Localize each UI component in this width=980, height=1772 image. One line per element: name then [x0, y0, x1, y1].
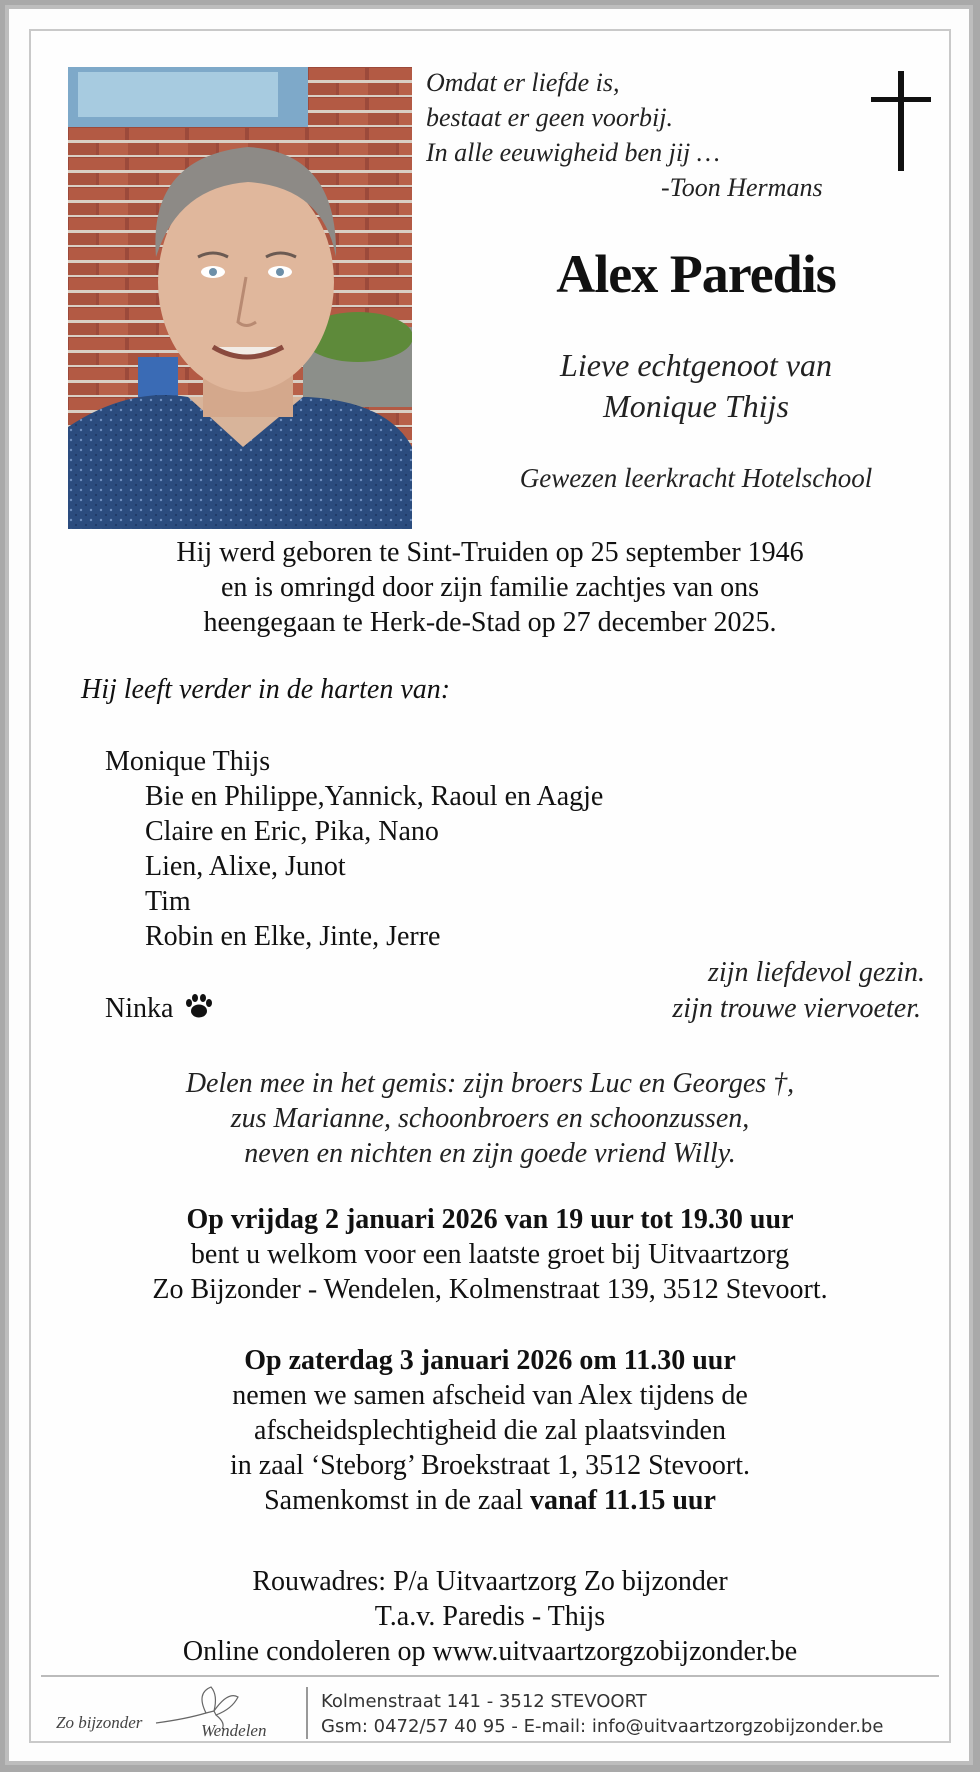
text-line: bent u welkom voor een laatste groet bij Uitvaartzorg — [190, 1239, 790, 1270]
footer-contact — [321, 1689, 883, 1739]
memorial-quote — [426, 65, 823, 205]
footer-divider — [41, 1675, 939, 1677]
gathering-time: vanaf 11.15 uur — [530, 1485, 716, 1516]
text-line: Rouwadres: P/a Uitvaartzorg Zo bijzonder — [252, 1566, 728, 1597]
text-line: Delen mee in het gemis: zijn broers Luc en Georges †, — [185, 1068, 795, 1099]
family-caption: zijn liefdevol gezin. — [708, 957, 925, 988]
family-line: Bie en Philippe,Yannick, Raoul en Aagje — [145, 781, 604, 812]
family-line: Robin en Elke, Jinte, Jerre — [145, 921, 441, 952]
family-line: Claire en Eric, Pika, Nano — [145, 816, 439, 847]
text-line: neven en nichten en zijn goede vriend Willy. — [244, 1138, 736, 1169]
family-line: Lien, Alixe, Junot — [145, 851, 346, 882]
birth-death-paragraph — [31, 535, 949, 640]
latin-cross-icon — [871, 71, 931, 171]
quote-line: bestaat er geen voorbij. — [426, 103, 673, 132]
gathering-prefix: Samenkomst in de zaal — [264, 1485, 530, 1516]
spouse-line-1: Lieve echtgenoot van — [560, 347, 832, 383]
spouse-line — [451, 345, 941, 427]
pet-name: Ninka — [105, 993, 174, 1024]
survivor-spouse: Monique Thijs — [105, 746, 271, 777]
quote-line: In alle eeuwigheid ben jij … — [426, 138, 720, 167]
text-line: in zaal ‘Steborg’ Broekstraat 1, 3512 Stevoort. — [230, 1450, 750, 1481]
gathering-line — [31, 1483, 949, 1518]
quote-line: Omdat er liefde is, — [426, 68, 620, 97]
text-line: nemen we samen afscheid van Alex tijdens de — [232, 1380, 748, 1411]
text-line: Online condoleren op www.uitvaartzorgzobijzonder.be — [182, 1636, 798, 1667]
mourning-address — [31, 1564, 949, 1669]
logo-text-zo-bijzonder: Zo bijzonder — [56, 1713, 143, 1732]
paw-icon — [184, 993, 214, 1019]
pet-caption: zijn trouwe viervoeter. — [672, 993, 921, 1024]
sharing-paragraph — [31, 1066, 949, 1171]
survivors-intro: Hij leeft verder in de harten van: — [81, 674, 451, 705]
text-line: Hij werd geboren te Sint-Truiden op 25 september 1946 — [176, 537, 804, 568]
spouse-line-2: Monique Thijs — [603, 388, 789, 424]
quote-author: -Toon Hermans — [661, 173, 823, 202]
text-line: heengegaan te Herk-de-Stad op 27 december 2025. — [203, 607, 777, 638]
logo-text-wendelen: Wendelen — [201, 1721, 267, 1740]
footer-separator — [306, 1687, 308, 1739]
ceremony-heading: Op zaterdag 3 januari 2026 om 11.30 uur — [244, 1345, 736, 1376]
obituary-card — [5, 5, 973, 1765]
portrait-photo — [68, 67, 412, 529]
text-line: Zo Bijzonder - Wendelen, Kolmenstraat 139, 3512 Stevoort. — [152, 1274, 828, 1305]
family-line: Tim — [145, 886, 191, 917]
funeral-home-logo — [56, 1683, 286, 1741]
text-line: T.a.v. Paredis - Thijs — [374, 1601, 606, 1632]
text-line: en is omringd door zijn familie zachtjes van ons — [220, 572, 760, 603]
deceased-name: Alex Paredis — [556, 244, 836, 304]
pet-line — [105, 991, 214, 1026]
obituary-frame — [29, 29, 951, 1743]
text-line: zus Marianne, schoonbroers en schoonzussen, — [230, 1103, 750, 1134]
footer-phone-email: Gsm: 0472/57 40 95 - E-mail: info@uitvaartzorgzobijzonder.be — [321, 1716, 884, 1737]
occupation: Gewezen leerkracht Hotelschool — [519, 463, 873, 493]
visitation-paragraph — [31, 1202, 949, 1307]
footer-address: Kolmenstraat 141 - 3512 STEVOORT — [321, 1691, 647, 1712]
visitation-heading: Op vrijdag 2 januari 2026 van 19 uur tot 19.30 uur — [186, 1204, 794, 1235]
ceremony-paragraph — [31, 1343, 949, 1518]
text-line: afscheidsplechtigheid die zal plaatsvinden — [254, 1415, 726, 1446]
